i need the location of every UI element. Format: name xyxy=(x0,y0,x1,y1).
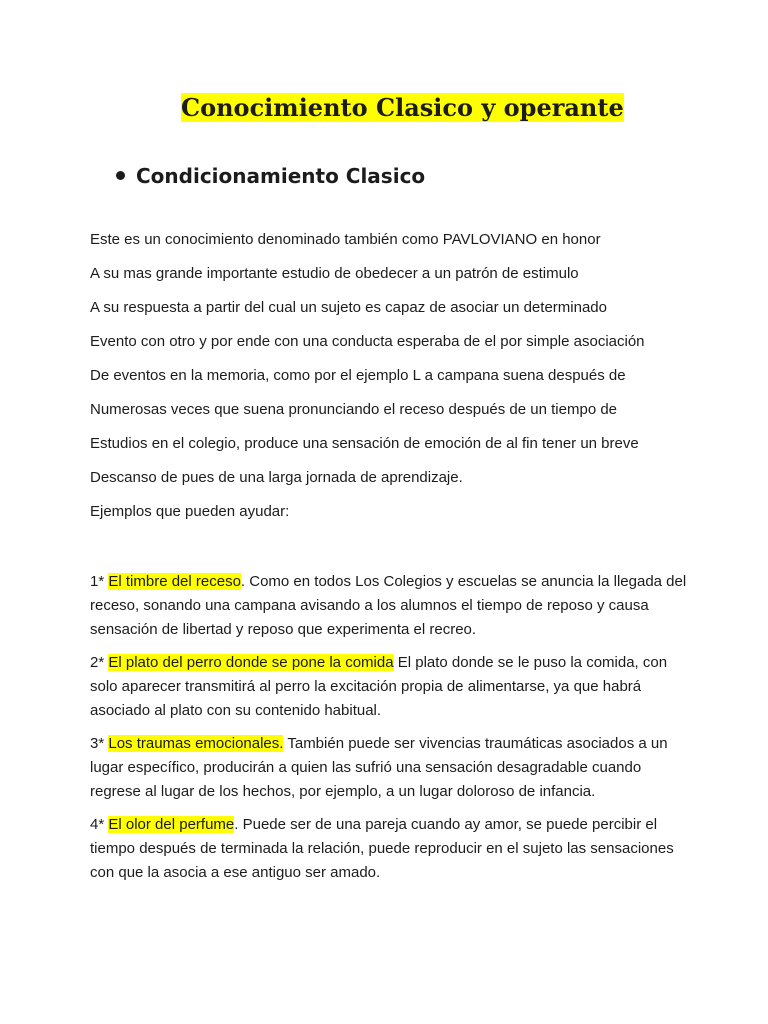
document-title xyxy=(181,91,624,125)
example-number: 4* xyxy=(90,816,109,833)
paragraph-line: Este es un conocimiento denominado también como PAVLOVIANO en honor xyxy=(90,231,601,248)
example-number: 3* xyxy=(90,735,109,752)
paragraph-line: De eventos en la memoria, como por el ejemplo L a campana suena después de xyxy=(90,367,626,384)
example-item xyxy=(90,813,690,885)
example-highlight: El olor del perfume xyxy=(108,816,235,833)
example-text: También puede ser vivencias traumáticas asociados a un lugar específico, producirán a quien las sufrió una sensación desagradable cuando regrese al lugar de los hechos, por ejemplo, a un lugar doloroso de infancia. xyxy=(90,735,668,800)
intro-paragraph xyxy=(90,230,645,536)
example-text: . Puede ser de una pareja cuando ay amor, se puede percibir el tiempo después de terminada la relación, puede reproducir en el sujeto las sensaciones con que la asocia a ese antiguo ser amado. xyxy=(90,816,674,881)
title-highlight: Conocimiento Clasico y operante xyxy=(181,93,624,122)
example-number: 1* xyxy=(90,573,109,590)
example-text: . Como en todos Los Colegios y escuelas se anuncia la llegada del receso, sonando una campana avisando a los alumnos el tiempo de reposo y causa sensación de libertad y reposo que experimenta el recreo. xyxy=(90,573,687,638)
example-number: 2* xyxy=(90,654,109,671)
paragraph-line: Numerosas veces que suena pronunciando el receso después de un tiempo de xyxy=(90,401,618,418)
section-heading: Condicionamiento Clasico xyxy=(136,164,426,188)
example-item xyxy=(90,651,690,723)
example-highlight: El timbre del receso xyxy=(108,573,241,590)
paragraph-line: A su mas grande importante estudio de obedecer a un patrón de estimulo xyxy=(90,265,579,282)
paragraph-line: A su respuesta a partir del cual un sujeto es capaz de asociar un determinado xyxy=(90,299,607,316)
bullet-icon xyxy=(116,171,125,180)
example-highlight: El plato del perro donde se pone la comida xyxy=(108,654,394,671)
paragraph-line: Estudios en el colegio, produce una sensación de emoción de al fin tener un breve xyxy=(90,435,639,452)
examples-intro: Ejemplos que pueden ayudar: xyxy=(90,503,290,520)
example-item xyxy=(90,570,690,642)
example-item xyxy=(90,732,690,804)
section-heading-row xyxy=(116,162,425,190)
examples-list xyxy=(90,570,690,894)
example-text: El plato donde se le puso la comida, con solo aparecer transmitirá al perro la excitación propia de alimentarse, ya que habrá asociado al plato con su contenido habitual. xyxy=(90,654,668,719)
paragraph-line: Evento con otro y por ende con una conducta esperaba de el por simple asociación xyxy=(90,333,645,350)
paragraph-line: Descanso de pues de una larga jornada de aprendizaje. xyxy=(90,469,463,486)
example-highlight: Los traumas emocionales. xyxy=(108,735,284,752)
